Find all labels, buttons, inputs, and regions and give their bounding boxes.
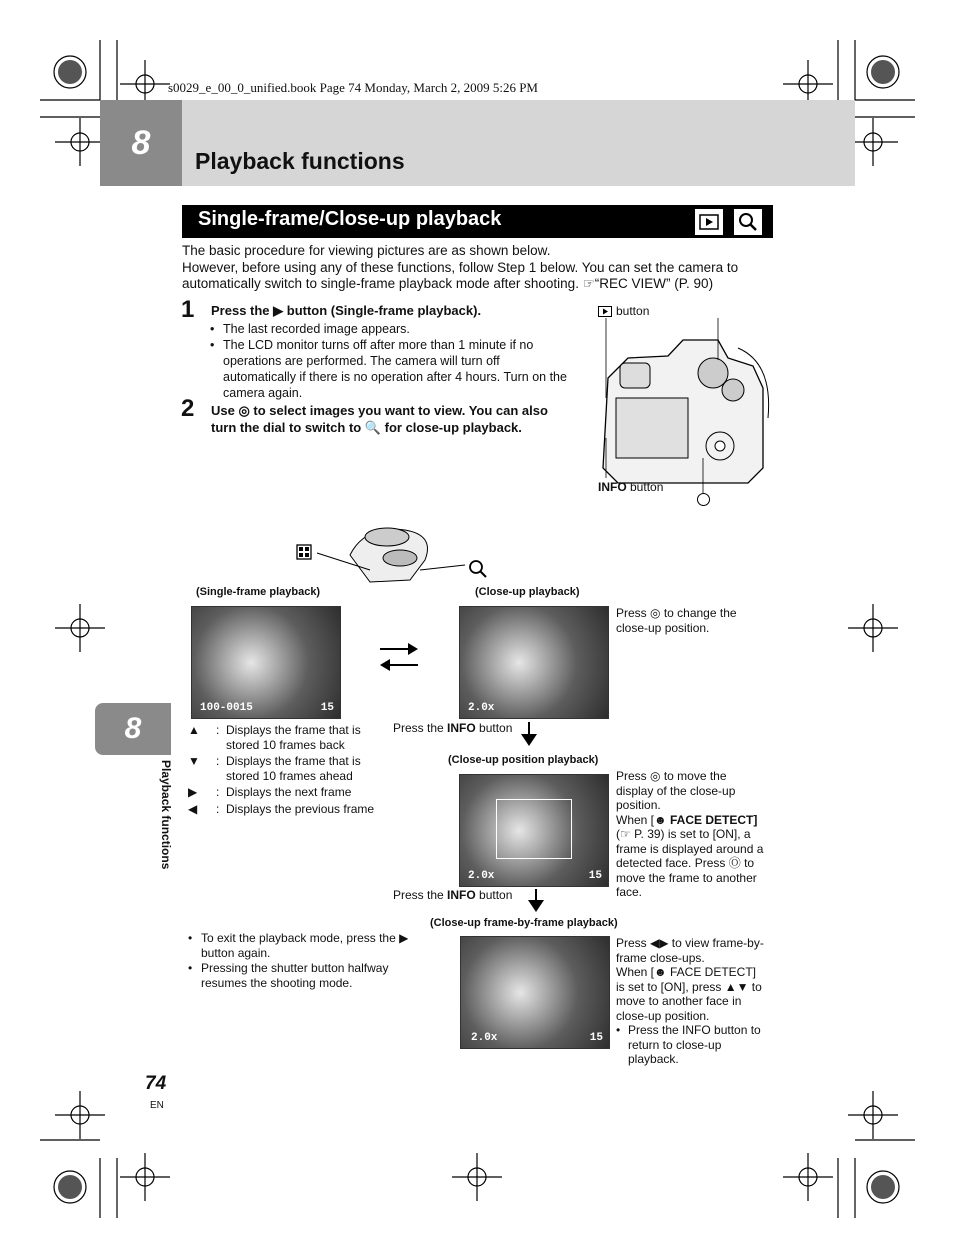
section-title: Single-frame/Close-up playback [198,208,502,230]
press-info-2: Press the INFO button [393,888,513,902]
caption-single-frame: (Single-frame playback) [196,586,321,598]
zoom-readout: 2.0x [468,702,495,714]
zoom-readout: 2.0x [468,870,495,882]
step-1-bullets: • The last recorded image appears. • The LCD monitor turns off after more than 1 minute if no operations are performed. The camera will turn off automatically if there is no operation after 4 hours. Turn on the camera again. [210,321,575,401]
step-2-text: Use ◎ to select images you want to view. You can also turn the dial to switch to 🔍 for close-up playback. [211,403,548,435]
frame-count: 15 [589,1032,603,1044]
legend-item: Displays the frame that is stored 10 frames ahead [226,754,361,783]
list-item: The LCD monitor turns off after more than 1 minute if no operations are performed. The camera will turn off automatically if there is no operation after 4 hours. Turn on the camera again. [223,338,567,400]
magnify-icon [733,208,763,236]
single-frame-screen [191,606,341,719]
info-button-label: INFO button [598,480,664,494]
page-language: EN [150,1100,164,1111]
up-arrow-icon: ▲ [188,723,200,737]
legend-item: Displays the previous frame [226,801,375,816]
side-tab: 8 [95,703,171,755]
side-tab-text: Playback functions [159,760,173,870]
press-info-1: Press the INFO button [393,721,513,735]
chapter-number: 8 [100,100,182,186]
step-1-number: 1 [181,296,195,323]
direction-legend: ▲ : Displays the frame that is stored 10 frames back ▼ : Displays the frame that is stored 10 frames ahead ▶ : Displays the next frame ◀ : Displays the previous frame [188,723,378,816]
arrow-down-icon [528,900,544,912]
switch-arrows-icon [378,640,420,674]
arrow-stem [535,889,537,900]
step-1-text: Press the ▶ button (Single-frame playback). [211,303,482,318]
caption-close-up: (Close-up playback) [475,586,580,598]
step-2-number: 2 [181,395,195,422]
print-line: s0029_e_00_0_unified.book Page 74 Monday, March 2, 2009 5:26 PM [168,80,538,95]
frame-number: 100-0015 [200,702,253,714]
playback-icon [694,208,724,236]
caption-close-up-position: (Close-up position playback) [448,754,599,766]
intro-line-3: automatically switch to single-frame playback mode after shooting. ☞“REC VIEW” (P. 90) [182,276,714,291]
arrow-pad-icon [697,493,710,506]
note-position: Press ◎ to move the display of the close-up position. When [☻ FACE DETECT] (☞ P. 39) is set to [ON], a frame is displayed around a detected face. Press Ⓞ to move the frame to another face. [616,769,764,899]
arrow-down-icon [521,734,537,746]
caption-frame-by-frame: (Close-up frame-by-frame playback) [430,917,618,929]
note-frame-by-frame: Press ◀▶ to view frame-by-frame close-ups. When [☻ FACE DETECT] is set to [ON], press ▲▼ to move to another face in close-up position. • Press the INFO button to return to close-up playback. [616,936,764,1066]
list-item: Pressing the shutter button halfway resumes the shooting mode. [201,961,389,990]
dial-illustration [295,520,495,585]
down-arrow-icon: ▼ [188,754,200,768]
intro-line-1: The basic procedure for viewing pictures are as shown below. [182,243,551,258]
list-item: To exit the playback mode, press the ▶ button again. [201,931,409,960]
legend-item: Displays the next frame [226,785,352,799]
playback-button-label: button [598,304,649,318]
list-item: The last recorded image appears. [223,322,410,336]
zoom-readout: 2.0x [471,1032,498,1044]
legend-item: Displays the frame that is stored 10 frames back [226,723,361,752]
note-close-up: Press ◎ to change the close-up position. [616,606,737,635]
chapter-title: Playback functions [195,148,405,174]
intro-line-2: However, before using any of these functions, follow Step 1 below. You can set the camera to [182,260,739,275]
arrow-stem [528,722,530,734]
left-arrow-icon: ◀ [188,801,198,816]
right-arrow-icon: ▶ [188,785,198,799]
close-up-screen [459,606,609,719]
frame-by-frame-screen [460,936,610,1049]
exit-bullets: • To exit the playback mode, press the ▶ button again. • Pressing the shutter button halfway resumes the shooting mode. [188,931,418,990]
page-number: 74 [145,1073,167,1094]
close-up-position-screen [459,774,609,887]
position-frame [496,799,572,859]
frame-count: 15 [320,702,334,714]
frame-count: 15 [588,870,602,882]
